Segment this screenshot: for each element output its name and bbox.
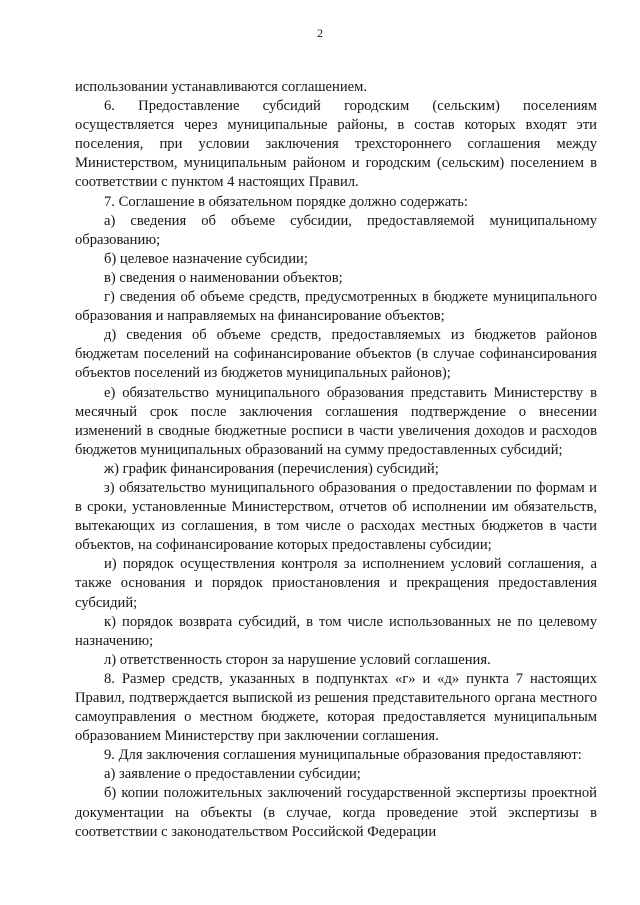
list-item-e: е) обязательство муниципального образования представить Министерству в месячный срок после заключения соглашения подтверждение о внесении изменений в сводные бюджетные росписи в части увеличения доходов и расходов бюджетов муниципальных образований на сумму предоставленных субсидий;	[75, 384, 597, 458]
list-item-zh: ж) график финансирования (перечисления) субсидий;	[104, 460, 439, 477]
list-item-k: к) порядок возврата субсидий, в том числе использованных не по целевому назначению;	[75, 613, 597, 649]
list-item-9b: б) копии положительных заключений государственной экспертизы проектной документации на объекты (в случае, когда проведение этой экспертизы в соответствии с законодательством Российской Федерации	[75, 785, 597, 840]
paragraph-8: 8. Размер средств, указанных в подпунктах «г» и «д» пункта 7 настоящих Правил, подтверждается выпиской из решения представительного органа местного самоуправления о местном бюджете, которая предоставляется муниципальным образованием Министерству при заключении соглашения.	[75, 670, 597, 745]
page-number: 2	[317, 26, 323, 40]
document-body	[75, 78, 597, 842]
list-item-l: л) ответственность сторон за нарушение условий соглашения.	[104, 651, 491, 668]
list-item-b: б) целевое назначение субсидии;	[104, 250, 308, 267]
list-item-d: д) сведения об объеме средств, предоставляемых из бюджетов районов бюджетам поселений на софинансирование объектов (в случае софинансирования объектов поселений из бюджетов муниципальных районов);	[75, 327, 597, 382]
list-item-z: з) обязательство муниципального образования о предоставлении по формам и в сроки, установленные Министерством, отчетов об исполнении им обязательств, вытекающих из соглашения, в том числе о расходах местных бюджетов в части объектов, на софинансирование которых предоставлены субсидии;	[75, 479, 597, 554]
list-item-a: а) сведения об объеме субсидии, предоставляемой муниципальному образованию;	[75, 212, 597, 248]
paragraph-continuation: использовании устанавливаются соглашением.	[75, 79, 368, 95]
list-item-v: в) сведения о наименовании объектов;	[104, 269, 343, 286]
paragraph-7: 7. Соглашение в обязательном порядке должно содержать:	[104, 193, 468, 210]
list-item-g: г) сведения об объеме средств, предусмотренных в бюджете муниципального образования и направляемых на финансирование объектов;	[75, 289, 597, 325]
list-item-i: и) порядок осуществления контроля за исполнением условий соглашения, а также основания и порядок приостановления и прекращения предоставления субсидий;	[75, 556, 597, 611]
paragraph-9: 9. Для заключения соглашения муниципальные образования предоставляют:	[104, 747, 582, 764]
paragraph-6: 6. Предоставление субсидий городским (сельским) поселениям осуществляется через муниципальные районы, в состав которых входят эти поселения, при условии заключения трехстороннего соглашения между Министерством, муниципальным районом и городским (сельским) поселением в соответствии с пунктом 4 настоящих Правил.	[75, 98, 597, 191]
list-item-9a: а) заявление о предоставлении субсидии;	[104, 766, 361, 783]
